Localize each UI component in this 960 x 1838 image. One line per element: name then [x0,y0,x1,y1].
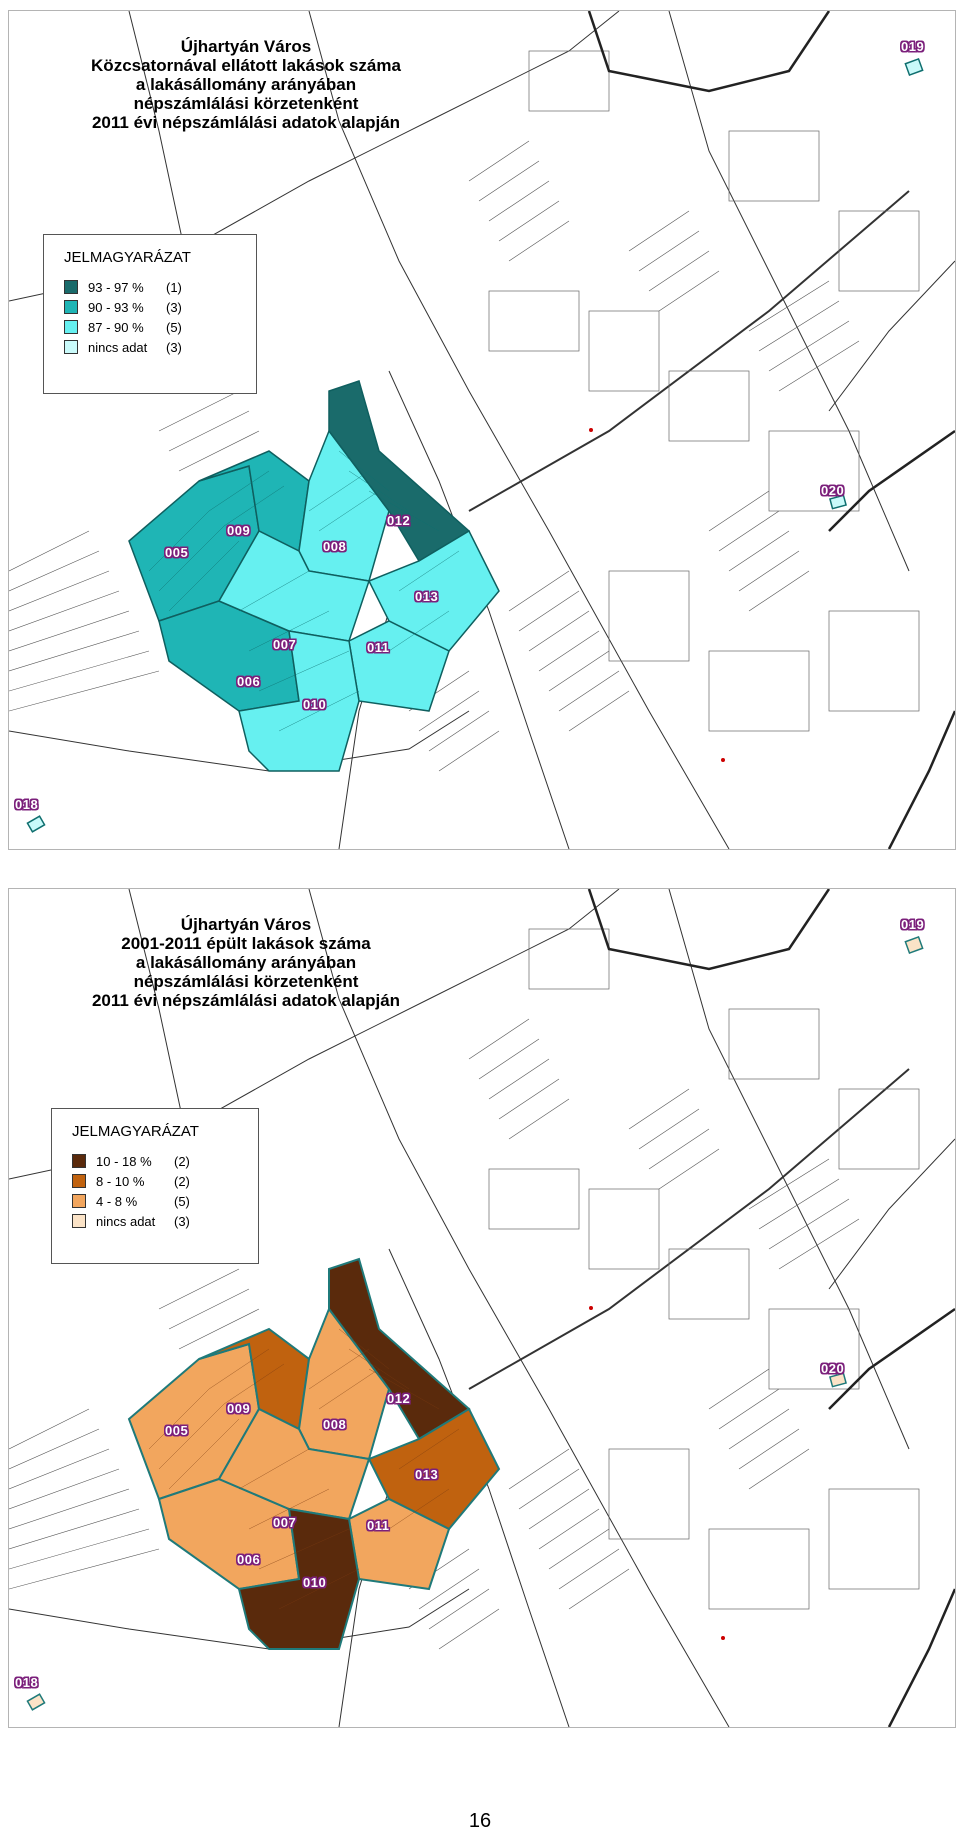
district-label: 007 [273,1515,297,1530]
district-label: 006 [237,1552,261,1567]
district-label: 013 [415,1467,439,1482]
legend-item [72,1193,190,1209]
district-label: 019 [901,917,925,932]
legend-swatch [72,1174,86,1188]
district-label: 011 [367,1518,390,1533]
legend-count: (5) [166,319,182,335]
legend-swatch [64,300,78,314]
legend-item [72,1213,190,1229]
legend-title: JELMAGYARÁZAT [64,249,191,266]
title-line: Újhartyán Város [180,37,312,56]
legend-label: 10 - 18 % [96,1153,152,1169]
legend-title: JELMAGYARÁZAT [72,1123,199,1140]
legend-count: (5) [174,1193,190,1209]
legend-swatch [64,340,78,354]
legend-label: 87 - 90 % [88,319,144,335]
legend-item [72,1173,190,1189]
legend-label: 4 - 8 % [96,1193,138,1209]
legend-swatch [72,1194,86,1208]
map-legend [51,1108,259,1264]
district-label: 009 [227,1401,251,1416]
district-label: 005 [165,1423,189,1438]
legend-label: 93 - 97 % [88,279,144,295]
title-line: Újhartyán Város [180,915,312,934]
district-label: 019 [901,39,925,54]
district-label: 018 [15,1675,39,1690]
legend-label: 8 - 10 % [96,1173,145,1189]
legend-count: (3) [174,1213,190,1229]
legend-count: (2) [174,1173,190,1189]
district-label: 018 [15,797,39,812]
title-line: 2011 évi népszámlálási adatok alapján [91,991,401,1010]
district-label: 007 [273,637,297,652]
title-line: 2011 évi népszámlálási adatok alapján [91,113,401,132]
legend-count: (2) [174,1153,190,1169]
district-label: 010 [303,1575,327,1590]
legend-swatch [64,280,78,294]
legend-item [64,299,182,315]
legend-item [72,1153,190,1169]
district-label: 010 [303,697,327,712]
district-label: 008 [323,1417,347,1432]
map-panel-new-dwellings [8,888,956,1728]
legend-swatch [72,1154,86,1168]
legend-swatch [72,1214,86,1228]
district-label: 012 [387,513,411,528]
map-title [61,915,431,1010]
title-line: a lakásállomány arányában [135,953,357,972]
legend-label: 90 - 93 % [88,299,144,315]
legend-count: (3) [166,299,182,315]
map-canvas [9,11,955,849]
district-label: 013 [415,589,439,604]
district-label: 012 [387,1391,411,1406]
title-line: a lakásállomány arányában [135,75,357,94]
page-number: 16 [468,1810,492,1832]
district-label: 011 [367,640,390,655]
legend-count: (3) [166,339,182,355]
map-legend [43,234,257,394]
legend-item [64,339,182,355]
legend-label: nincs adat [96,1213,156,1229]
district-label: 008 [323,539,347,554]
district-label: 005 [165,545,189,560]
map-title [61,37,431,132]
title-line: népszámlálási körzetenként [133,94,359,113]
legend-item [64,279,182,295]
legend-swatch [64,320,78,334]
title-line: 2001-2011 épült lakások száma [121,934,371,953]
legend-item [64,319,182,335]
district-label: 020 [821,1361,845,1376]
map-canvas [9,889,955,1727]
legend-count: (1) [166,279,182,295]
title-line: Közcsatornával ellátott lakások száma [91,56,401,75]
map-panel-sewer [8,10,956,850]
district-label: 009 [227,523,251,538]
legend-label: nincs adat [88,339,148,355]
title-line: népszámlálási körzetenként [133,972,359,991]
district-label: 006 [237,674,261,689]
district-label: 020 [821,483,845,498]
